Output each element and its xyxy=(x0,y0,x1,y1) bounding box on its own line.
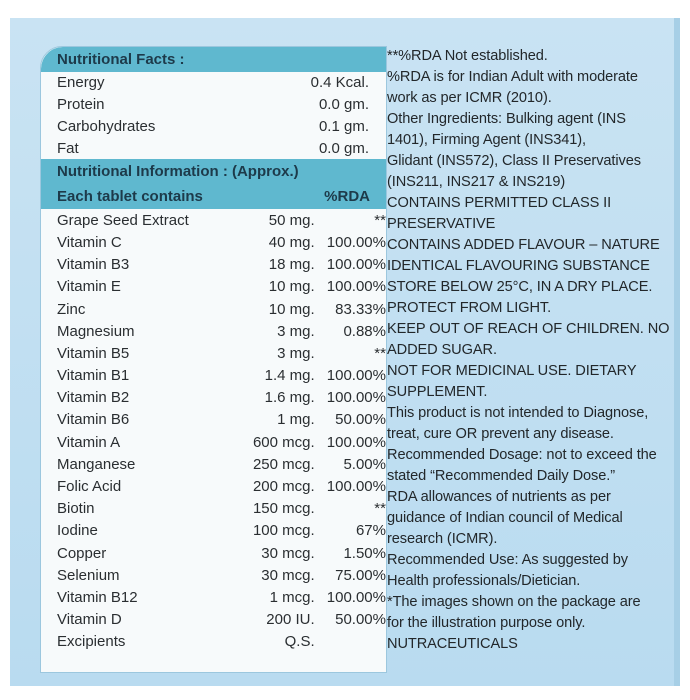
nutrient-row xyxy=(41,498,386,520)
nutrient-row xyxy=(41,453,386,475)
nutrient-name: Copper xyxy=(57,544,107,562)
nutrient-rda: 75.00% xyxy=(335,566,386,584)
nutrient-amount: 200 mcg. xyxy=(252,478,315,496)
facts-header: Nutritional Facts : xyxy=(41,47,386,72)
nutrient-name: Biotin xyxy=(57,500,95,518)
nutrient-name: Manganese xyxy=(57,455,136,473)
note-line: Health professionals/Dietician. xyxy=(387,573,581,589)
nutrient-name: Vitamin E xyxy=(57,278,121,296)
note-line: NUTRACEUTICALS xyxy=(387,636,518,652)
note-line: IDENTICAL FLAVOURING SUBSTANCE xyxy=(387,258,650,274)
nutrient-amount: 100 mcg. xyxy=(252,522,315,540)
nutrient-row xyxy=(41,342,386,364)
nutrient-amount: 1 mcg. xyxy=(269,588,315,606)
nutrient-name: Vitamin C xyxy=(57,233,122,251)
nutrient-amount: 1.6 mg. xyxy=(264,389,315,407)
facts-value: 0.0 gm. xyxy=(318,96,369,114)
package-panel xyxy=(10,18,680,686)
note-line: Recommended Dosage: not to exceed the xyxy=(387,447,657,463)
facts-name: Fat xyxy=(57,139,79,157)
note-line: KEEP OUT OF REACH OF CHILDREN. NO xyxy=(387,321,670,337)
note-line: **%RDA Not established. xyxy=(387,48,548,64)
nutrient-row xyxy=(41,564,386,586)
note-line: PROTECT FROM LIGHT. xyxy=(387,300,552,316)
nutrient-row xyxy=(41,609,386,631)
nutrient-amount: 40 mg. xyxy=(268,233,315,251)
rda-column-label: %RDA xyxy=(324,188,370,206)
nutrient-rda: 50.00% xyxy=(335,411,386,429)
nutrient-rda: 100.00% xyxy=(326,478,386,496)
facts-name: Carbohydrates xyxy=(57,117,156,135)
nutrient-name: Vitamin A xyxy=(57,433,121,451)
note-line: 1401), Firming Agent (INS341), xyxy=(387,132,586,148)
nutrient-amount: 10 mg. xyxy=(268,300,315,318)
note-line: Other Ingredients: Bulking agent (INS xyxy=(387,111,626,127)
nutrient-amount: 200 IU. xyxy=(266,611,315,629)
nutrient-amount: 30 mcg. xyxy=(261,566,315,584)
facts-row xyxy=(41,137,386,159)
nutrient-amount: Q.S. xyxy=(284,633,315,651)
note-line: NOT FOR MEDICINAL USE. DIETARY xyxy=(387,363,637,379)
note-line: ADDED SUGAR. xyxy=(387,342,497,358)
nutrient-row xyxy=(41,231,386,253)
note-line: guidance of Indian council of Medical xyxy=(387,510,623,526)
nutrient-name: Vitamin B12 xyxy=(57,588,138,606)
info-header: Nutritional Information : (Approx.) xyxy=(41,159,386,184)
notes-column xyxy=(387,46,670,655)
nutrient-row xyxy=(41,475,386,497)
nutrient-rda: 5.00% xyxy=(343,455,386,473)
note-line: Glidant (INS572), Class II Preservatives xyxy=(387,153,641,169)
nutrient-name: Iodine xyxy=(57,522,98,540)
nutrient-amount: 1.4 mg. xyxy=(264,367,315,385)
column-label: Each tablet contains xyxy=(57,188,203,206)
note-line: CONTAINS PERMITTED CLASS II xyxy=(387,195,612,211)
info-rows xyxy=(41,209,386,653)
nutrient-name: Zinc xyxy=(57,300,86,318)
facts-row xyxy=(41,116,386,138)
note-line: research (ICMR). xyxy=(387,531,498,547)
nutrient-rda: ** xyxy=(374,211,386,229)
nutrient-rda: 0.88% xyxy=(343,322,386,340)
note-line: treat, cure OR prevent any disease. xyxy=(387,426,614,442)
nutrient-name: Vitamin B5 xyxy=(57,344,130,362)
nutrient-row xyxy=(41,254,386,276)
note-line: STORE BELOW 25°C, IN A DRY PLACE. xyxy=(387,279,653,295)
nutrient-amount: 250 mcg. xyxy=(252,455,315,473)
note-line: PRESERVATIVE xyxy=(387,216,496,232)
nutrient-rda: 100.00% xyxy=(326,367,386,385)
nutrient-row xyxy=(41,520,386,542)
note-line: work as per ICMR (2010). xyxy=(387,90,552,106)
nutrient-amount: 600 mcg. xyxy=(252,433,315,451)
nutrient-rda: ** xyxy=(374,500,386,518)
nutrient-row xyxy=(41,298,386,320)
facts-rows xyxy=(41,72,386,159)
nutrient-row xyxy=(41,365,386,387)
facts-value: 0.0 gm. xyxy=(318,139,369,157)
nutrient-row xyxy=(41,409,386,431)
note-line: (INS211, INS217 & INS219) xyxy=(387,174,566,190)
nutrient-row xyxy=(41,542,386,564)
note-line: Recommended Use: As suggested by xyxy=(387,552,628,568)
nutrient-name: Vitamin D xyxy=(57,611,122,629)
nutrient-row xyxy=(41,631,386,653)
nutrition-table xyxy=(40,46,387,673)
nutrient-rda: 50.00% xyxy=(335,611,386,629)
facts-row xyxy=(41,94,386,116)
nutrient-amount: 150 mcg. xyxy=(252,500,315,518)
facts-row xyxy=(41,72,386,94)
nutrient-rda: 83.33% xyxy=(335,300,386,318)
nutrient-row xyxy=(41,586,386,608)
nutrient-name: Vitamin B6 xyxy=(57,411,130,429)
nutrient-rda: ** xyxy=(374,344,386,362)
nutrient-rda: 100.00% xyxy=(326,233,386,251)
facts-value: 0.4 Kcal. xyxy=(310,74,369,92)
nutrient-amount: 3 mg. xyxy=(277,344,315,362)
facts-value: 0.1 gm. xyxy=(318,117,369,135)
nutrient-amount: 3 mg. xyxy=(277,322,315,340)
nutrient-name: Vitamin B1 xyxy=(57,367,130,385)
note-line: This product is not intended to Diagnose, xyxy=(387,405,649,421)
note-line: SUPPLEMENT. xyxy=(387,384,488,400)
note-line: %RDA is for Indian Adult with moderate xyxy=(387,69,638,85)
column-header xyxy=(41,184,386,209)
nutrient-rda: 100.00% xyxy=(326,433,386,451)
note-line: CONTAINS ADDED FLAVOUR – NATURE xyxy=(387,237,660,253)
facts-name: Energy xyxy=(57,74,105,92)
note-line: *The images shown on the package are xyxy=(387,594,641,610)
nutrient-amount: 1 mg. xyxy=(277,411,315,429)
nutrient-rda: 100.00% xyxy=(326,389,386,407)
nutrient-row xyxy=(41,387,386,409)
nutrient-rda: 100.00% xyxy=(326,588,386,606)
nutrient-name: Vitamin B2 xyxy=(57,389,130,407)
nutrient-row xyxy=(41,209,386,231)
note-line: RDA allowances of nutrients as per xyxy=(387,489,611,505)
nutrient-rda: 1.50% xyxy=(343,544,386,562)
nutrient-rda: 100.00% xyxy=(326,256,386,274)
nutrient-name: Vitamin B3 xyxy=(57,256,130,274)
nutrient-name: Excipients xyxy=(57,633,126,651)
nutrient-row xyxy=(41,431,386,453)
nutrient-rda: 100.00% xyxy=(326,278,386,296)
nutrient-name: Grape Seed Extract xyxy=(57,211,189,229)
nutrient-rda: 67% xyxy=(355,522,386,540)
nutrient-amount: 50 mg. xyxy=(268,211,315,229)
nutrient-amount: 10 mg. xyxy=(268,278,315,296)
nutrient-name: Folic Acid xyxy=(57,478,122,496)
note-line: for the illustration purpose only. xyxy=(387,615,586,631)
nutrient-row xyxy=(41,320,386,342)
nutrient-name: Magnesium xyxy=(57,322,135,340)
note-line: stated “Recommended Daily Dose.” xyxy=(387,468,615,484)
nutrient-amount: 18 mg. xyxy=(268,256,315,274)
nutrient-amount: 30 mcg. xyxy=(261,544,315,562)
nutrient-name: Selenium xyxy=(57,566,120,584)
nutrient-row xyxy=(41,276,386,298)
facts-name: Protein xyxy=(57,96,105,114)
